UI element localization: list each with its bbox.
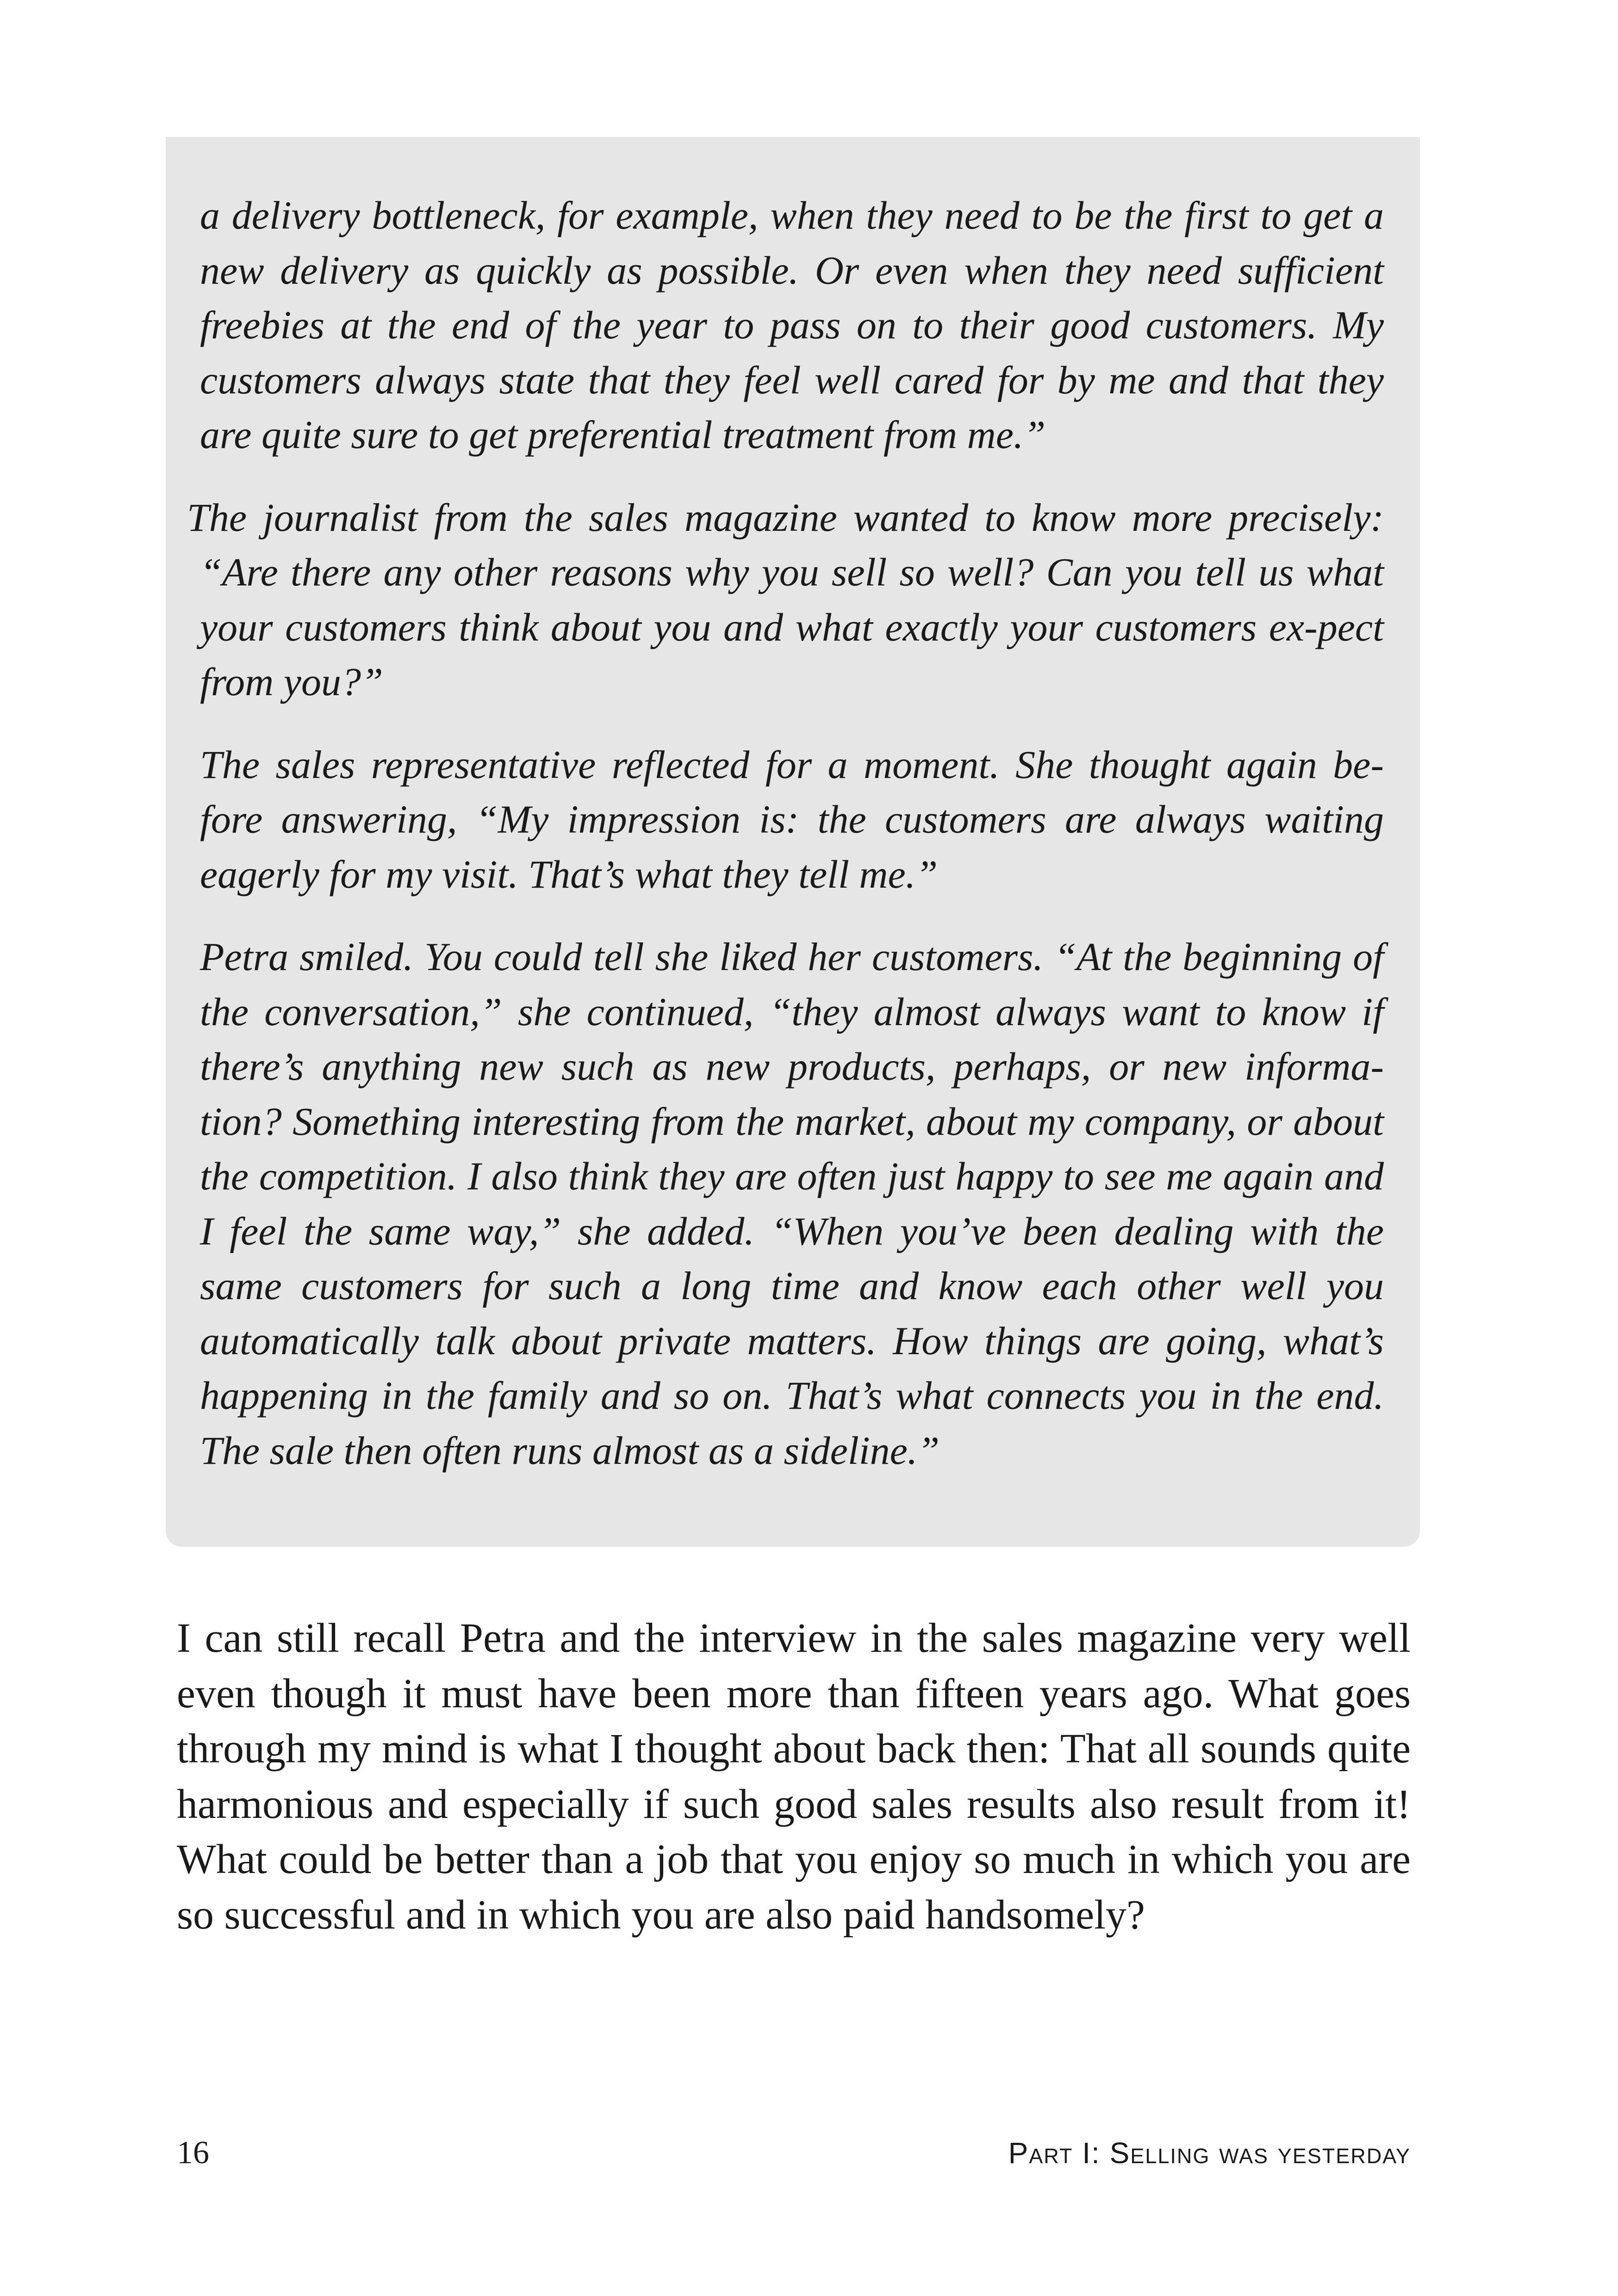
page-number: 16 (177, 2135, 209, 2171)
story-paragraph-2: The journalist from the sales magazine wanted to know more precisely: “Are there any other reasons why you sell so well? Can you tell us what your customers think about you and what exactly your customers ex-pect from you?” (187, 495, 1384, 704)
story-paragraph-1: a delivery bottleneck, for example, when they need to be the first to get a new delivery as quickly as possible. Or even when they need sufficient freebies at the end of the year to pass on to their good customers. My customers always state that they feel well cared for by me and that they are quite sure to get preferential treatment from me.” (200, 193, 1384, 457)
story-paragraph-3: The sales representative reflected for a moment. She thought again be-fore answering, “My impression is: the customers are always waiting eagerly for my visit. That’s what they tell me.” (200, 742, 1384, 896)
running-head: Part I: Selling was yesterday (1008, 2136, 1411, 2170)
body-paragraph: I can still recall Petra and the interview in the sales magazine very well even though it must have been more than fifteen years ago. What goes through my mind is what I thought about back then: That all sounds quite harmonious and especially if such good sales results also result from it! What could be better than a job that you enjoy so much in which you are so successful and in which you are also paid handsomely? (177, 1615, 1411, 1938)
story-paragraph-4: Petra smiled. You could tell she liked her customers. “At the beginning of the conversation,” she continued, “they almost always want to know if there’s anything new such as new products, perhaps, or new informa-tion? Something interesting from the market, about my company, or about the competition. I also think they are often just happy to see me again and I feel the same way,” she added. “When you’ve been dealing with the same customers for such a long time and know each other well you automatically talk about private matters. How things are going, what’s happening in the family and so on. That’s what connects you in the end. The sale then often runs almost as a sideline.” (200, 934, 1384, 1473)
boxed-story (166, 137, 1420, 1547)
